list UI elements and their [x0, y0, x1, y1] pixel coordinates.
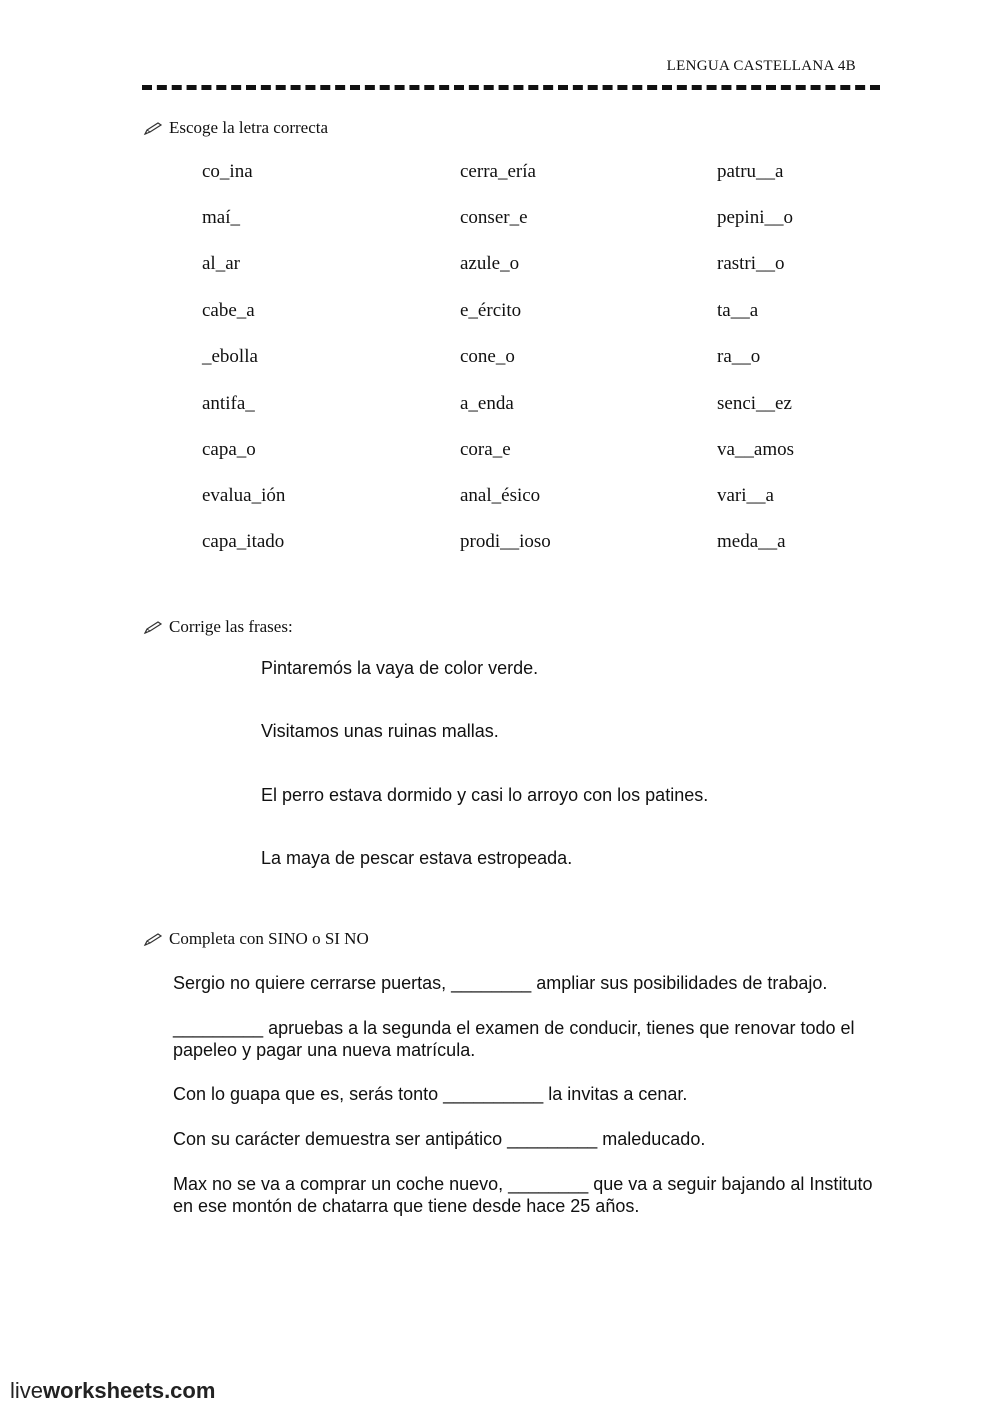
word-item: cone_o [460, 346, 515, 367]
word-item: e_ército [460, 300, 522, 321]
pencil-icon [143, 932, 163, 946]
word-item: prodi__ioso [460, 531, 551, 552]
fill-blank-item: Con su carácter demuestra ser antipático _________ maleducado. [173, 1129, 706, 1149]
section2-title: Corrige las frases: [169, 617, 293, 636]
sentence-item: El perro estava dormido y casi lo arroyo con los patines. [261, 785, 709, 805]
section3-title: Completa con SINO o SI NO [169, 929, 369, 948]
word-item: patru__a [717, 161, 784, 182]
section1-heading [143, 118, 328, 138]
header-title: LENGUA CASTELLANA 4B [666, 58, 856, 74]
fill-blank-item: Sergio no quiere cerrarse puertas, ________ ampliar sus posibilidades de trabajo. [173, 973, 828, 993]
word-item: ta__a [717, 300, 759, 321]
fill-blank-item: Con lo guapa que es, serás tonto __________ la invitas a cenar. [173, 1084, 688, 1104]
fill-blank-item: Max no se va a comprar un coche nuevo, ________ que va a seguir bajando al Instituto en ese montón de chatarra que tiene desde hace 25 años. [173, 1174, 873, 1216]
word-item: al_ar [202, 253, 240, 274]
section1-title: Escoge la letra correcta [169, 118, 329, 137]
pencil-icon [143, 121, 163, 135]
pencil-icon [143, 620, 163, 634]
word-item: co_ina [202, 161, 253, 182]
word-item: rastri__o [717, 253, 785, 274]
word-item: cora_e [460, 439, 511, 460]
word-item: capa_itado [202, 531, 285, 552]
fill-blank-item: _________ apruebas a la segunda el examen de conducir, tienes que renovar todo el papeleo y pagar una nueva matrícula. [173, 1018, 855, 1060]
header-dashed-divider [142, 85, 880, 90]
brand-prefix: live [10, 1378, 44, 1403]
word-item: maí_ [202, 207, 240, 228]
word-item: a_enda [460, 393, 514, 414]
word-item: azule_o [460, 253, 520, 274]
word-item: anal_ésico [460, 485, 541, 506]
word-item: _ebolla [202, 346, 258, 367]
word-item: meda__a [717, 531, 786, 552]
sentence-item: La maya de pescar estava estropeada. [261, 848, 573, 868]
word-item: conser_e [460, 207, 528, 228]
word-item: cabe_a [202, 300, 255, 321]
word-item: evalua_ión [202, 485, 286, 506]
word-item: capa_o [202, 439, 256, 460]
section2-heading [143, 617, 293, 637]
word-item: ra__o [717, 346, 761, 367]
sentence-item: Pintaremós la vaya de color verde. [261, 658, 539, 678]
word-item: vari__a [717, 485, 774, 506]
word-item: pepini__o [717, 207, 793, 228]
word-item: va__amos [717, 439, 795, 460]
word-item: antifa_ [202, 393, 255, 414]
section3-heading [143, 929, 369, 949]
word-item: cerra_ería [460, 161, 536, 182]
sentence-item: Visitamos unas ruinas mallas. [261, 721, 499, 741]
brand-suffix: worksheets.com [43, 1378, 216, 1403]
liveworksheets-logo [10, 1378, 215, 1404]
word-item: senci__ez [717, 393, 792, 414]
